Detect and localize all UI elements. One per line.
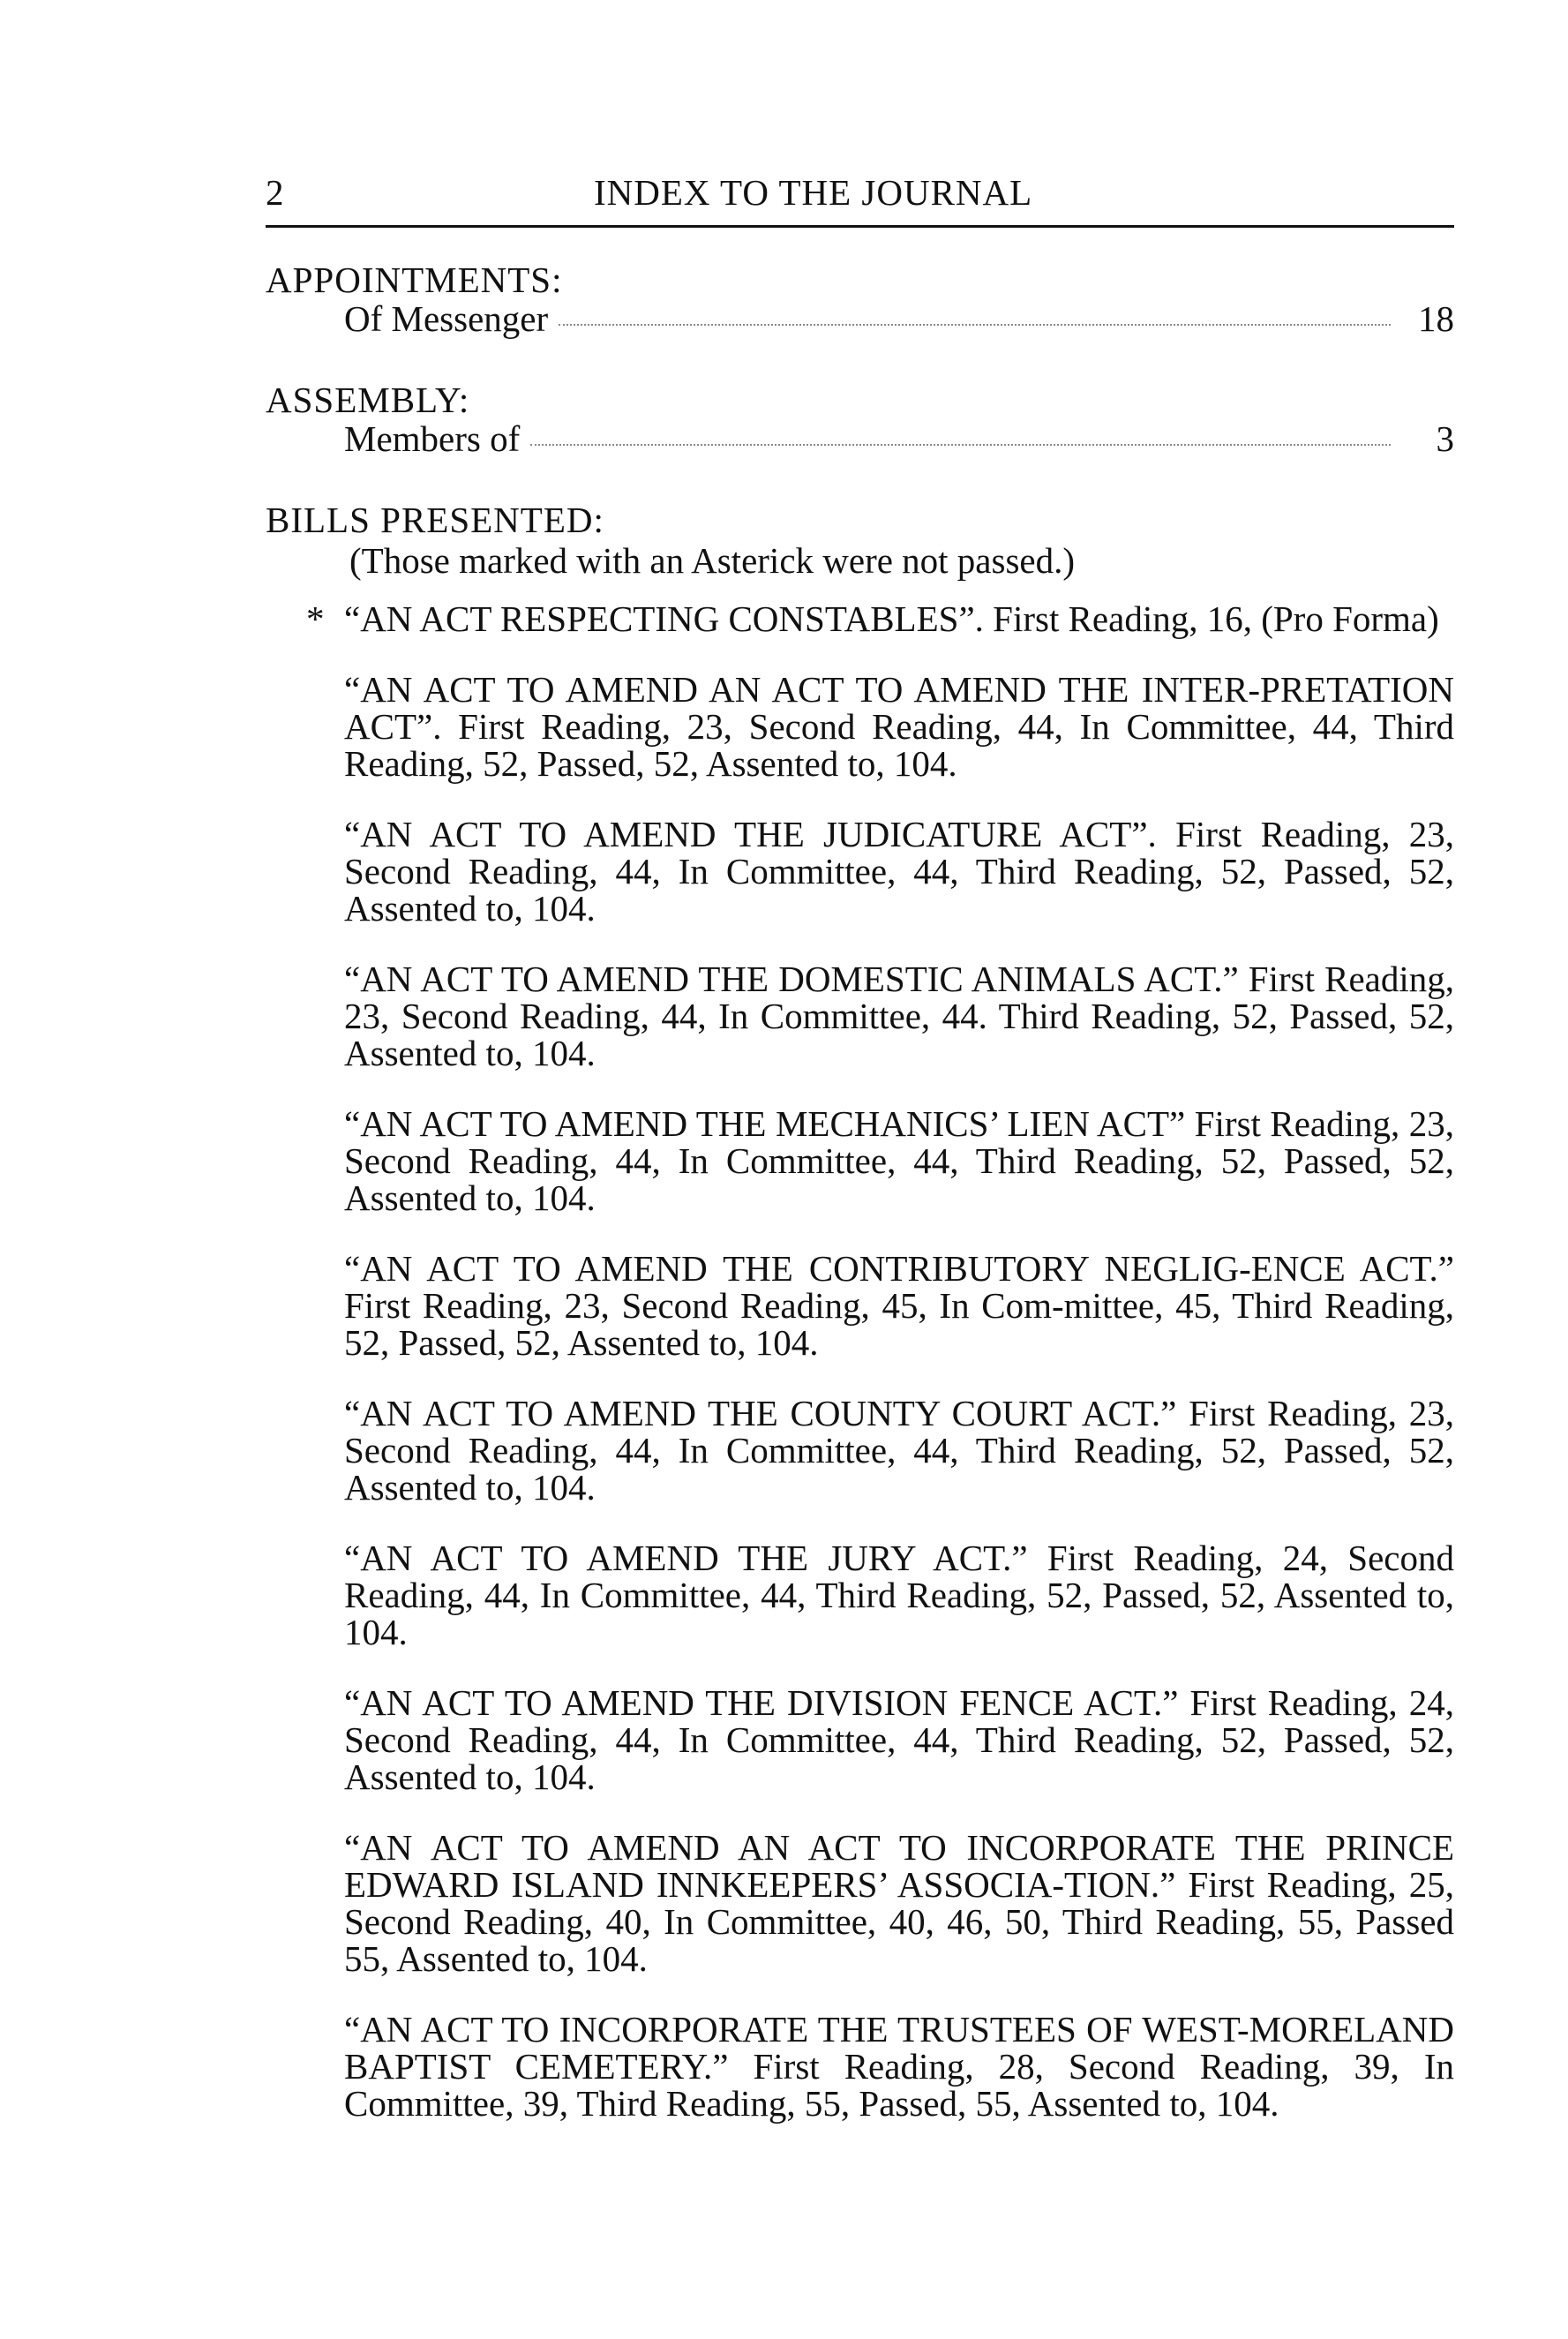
page-number: 2 (266, 172, 284, 213)
index-content (266, 261, 1454, 2122)
asterisk-mark: * (306, 598, 325, 639)
index-entry-page: 18 (1418, 298, 1454, 339)
bill-entry (266, 1395, 1454, 1506)
index-entry-label: Members of (344, 418, 521, 459)
bill-text: “AN ACT TO AMEND THE DOMESTIC ANIMALS ACT.” First Reading, 23, Second Reading, 44, In Committee, 44. Third Reading, 52, Passed, 52, Assented to, 104. (344, 959, 1454, 1073)
index-entry-page: 3 (1436, 418, 1454, 459)
bill-text: “AN ACT RESPECTING CONSTABLES”. First Reading, 16, (Pro Forma) (344, 598, 1439, 639)
section-heading-bills: BILLS PRESENTED: (266, 500, 604, 540)
bill-entry (266, 671, 1454, 782)
dot-leader (530, 443, 1391, 446)
bill-entry (266, 2011, 1454, 2122)
bill-text: “AN ACT TO AMEND THE MECHANICS’ LIEN ACT” First Reading, 23, Second Reading, 44, In Committee, 44, Third Reading, 52, Passed, 52, Assented to, 104. (344, 1103, 1454, 1218)
document-page (266, 172, 1454, 2155)
bill-text: “AN ACT TO AMEND THE CONTRIBUTORY NEGLIG-ENCE ACT.” First Reading, 23, Second Reading, 45, In Com-mittee, 45, Third Reading, 52, Passed, 52, Assented to, 104. (344, 1248, 1454, 1363)
bill-list (266, 600, 1454, 2122)
bill-entry (266, 1829, 1454, 1977)
page-title: INDEX TO THE JOURNAL (594, 172, 1033, 213)
bill-entry (266, 1684, 1454, 1795)
section-heading-appointments: APPOINTMENTS: (266, 259, 563, 300)
bill-text: “AN ACT TO AMEND THE DIVISION FENCE ACT.” First Reading, 24, Second Reading, 44, In Committee, 44, Third Reading, 52, Passed, 52, Assented to, 104. (344, 1682, 1454, 1797)
bill-entry (266, 1250, 1454, 1361)
bills-note: (Those marked with an Asterick were not passed.) (349, 540, 1076, 581)
bill-text: “AN ACT TO AMEND THE JURY ACT.” First Reading, 24, Second Reading, 44, In Committee, 44, Third Reading, 52, Passed, 52, Assented to, 104. (344, 1538, 1454, 1652)
bill-text: “AN ACT TO AMEND THE COUNTY COURT ACT.” First Reading, 23, Second Reading, 44, In Committee, 44, Third Reading, 52, Passed, 52, Assented to, 104. (344, 1393, 1454, 1508)
header-rule (266, 225, 1454, 228)
bill-entry (266, 960, 1454, 1072)
bill-entry (266, 600, 1454, 637)
dot-leader (559, 323, 1391, 326)
running-head (266, 172, 1454, 213)
index-entry-label: Of Messenger (344, 298, 549, 339)
index-entry-messenger (266, 300, 1454, 337)
section-heading-assembly: ASSEMBLY: (266, 380, 470, 420)
bill-entry (266, 1539, 1454, 1651)
bill-text: “AN ACT TO AMEND THE JUDICATURE ACT”. First Reading, 23, Second Reading, 44, In Committee, 44, Third Reading, 52, Passed, 52, Assented to, 104. (344, 814, 1454, 929)
bill-text: “AN ACT TO INCORPORATE THE TRUSTEES OF WEST-MORELAND BAPTIST CEMETERY.” First Reading, 28, Second Reading, 39, In Committee, 39, Third Reading, 55, Passed, 55, Assented to, 104. (344, 2009, 1454, 2124)
bill-entry (266, 1105, 1454, 1216)
bill-text: “AN ACT TO AMEND AN ACT TO AMEND THE INTER-PRETATION ACT”. First Reading, 23, Second Reading, 44, In Committee, 44, Third Reading, 52, Passed, 52, Assented to, 104. (344, 669, 1454, 784)
index-entry-members (266, 420, 1454, 457)
bill-entry (266, 816, 1454, 927)
bill-text: “AN ACT TO AMEND AN ACT TO INCORPORATE THE PRINCE EDWARD ISLAND INNKEEPERS’ ASSOCIA-TION.” First Reading, 25, Second Reading, 40, In Committee, 40, 46, 50, Third Reading, 55, Passed 55, Assented to, 104. (344, 1827, 1454, 1979)
